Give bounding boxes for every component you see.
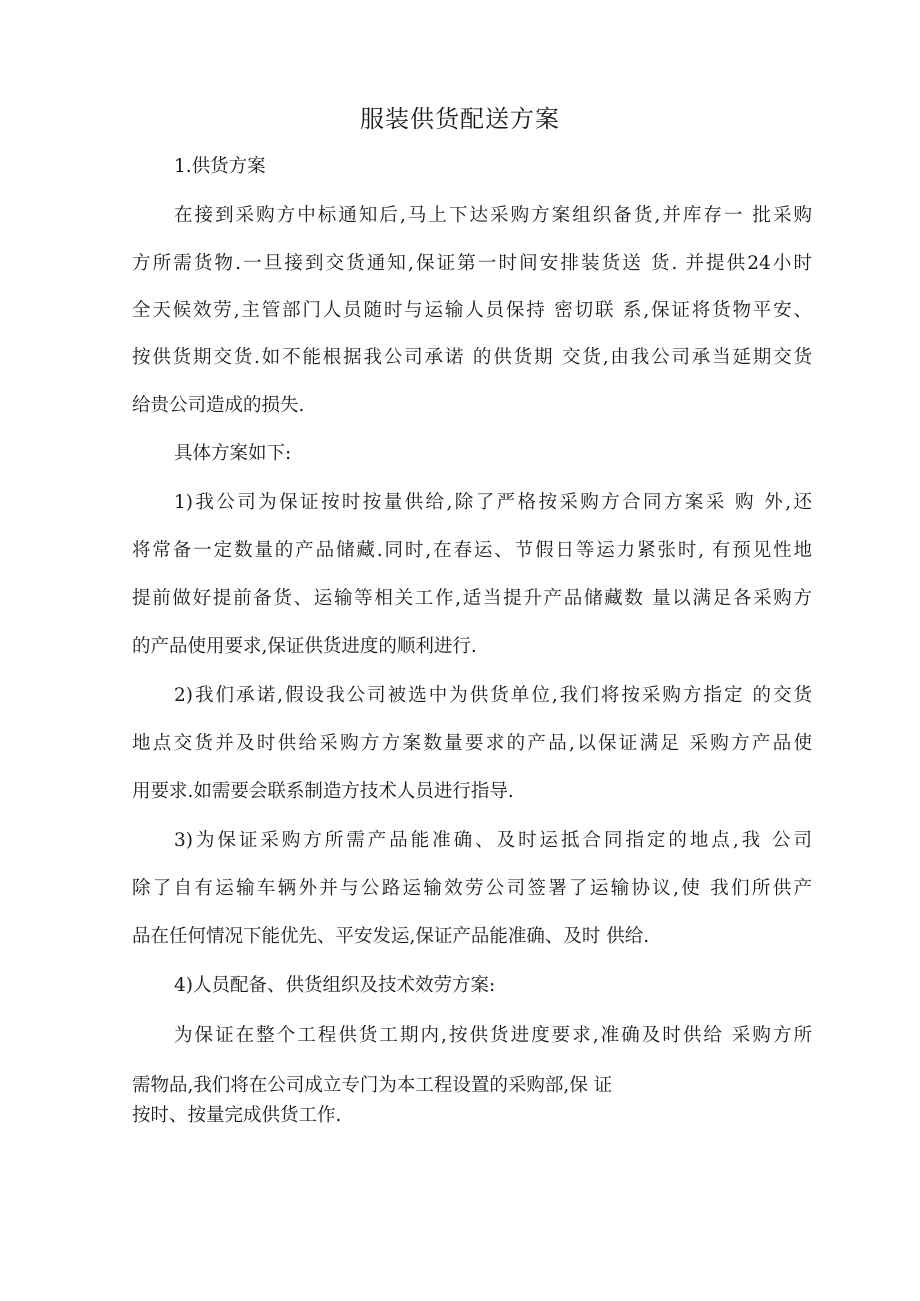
paragraph-line: 4)人员配备、供货组织及技术效劳方案: <box>174 975 496 996</box>
paragraph-line: 品在任何情况下能优先、平安发运,保证产品能准确、及时 供给. <box>132 926 650 947</box>
paragraph-line: 按供货期交货.如不能根据我公司承诺 的供货期 交货,由我公司承当延期交货 <box>132 347 812 368</box>
paragraph-line: 的产品使用要求,保证供货进度的顺利进行. <box>132 636 477 657</box>
paragraph-line: 地点交货并及时供给采购方方案数量要求的产品,以保证满足 采购方产品使 <box>132 733 812 754</box>
paragraph-line: 用要求.如需要会联系制造方技术人员进行指导. <box>132 781 514 802</box>
paragraph-line: 全天候效劳,主管部门人员随时与运输人员保持 密切联 系,保证将货物平安、 <box>132 300 812 321</box>
paragraph-line: 1)我公司为保证按时按量供给,除了严格按采购方合同方案采 购 外,还 <box>174 492 812 513</box>
paragraph-line: 给贵公司造成的损失. <box>132 395 305 416</box>
paragraph-line: 3)为保证采购方所需产品能准确、及时运抵合同指定的地点,我 公司 <box>174 830 812 851</box>
paragraph-line: 将常备一定数量的产品储藏.同时,在春运、节假日等运力紧张时, 有预见性地 <box>132 540 812 561</box>
document-title: 服装供货配送方案 <box>360 105 560 133</box>
paragraph-line: 除了自有运输车辆外并与公路运输效劳公司签署了运输协议,使 我们所供产 <box>132 878 812 899</box>
section-heading-supply-plan: 1.供货方案 <box>174 156 266 177</box>
paragraph-line: 具体方案如下: <box>174 443 292 464</box>
paragraph-line: 2)我们承诺,假设我公司被选中为供货单位,我们将按采购方指定 的交货 <box>174 685 812 706</box>
paragraph-line: 在接到采购方中标通知后,马上下达采购方案组织备货,并库存一 批采购 <box>174 205 812 226</box>
paragraph-line: 方所需货物.一旦接到交货通知,保证第一时间安排装货送 货. 并提供24小时 <box>132 253 812 274</box>
paragraph-line: 按时、按量完成供货工作. <box>132 1105 342 1126</box>
paragraph-line: 需物品,我们将在公司成立专门为本工程设置的采购部,保 证 <box>132 1075 613 1096</box>
paragraph-line: 提前做好提前备货、运输等相关工作,适当提升产品储藏数 量以满足各采购方 <box>132 588 812 609</box>
paragraph-line: 为保证在整个工程供货工期内,按供货进度要求,准确及时供给 采购方所 <box>174 1025 812 1046</box>
